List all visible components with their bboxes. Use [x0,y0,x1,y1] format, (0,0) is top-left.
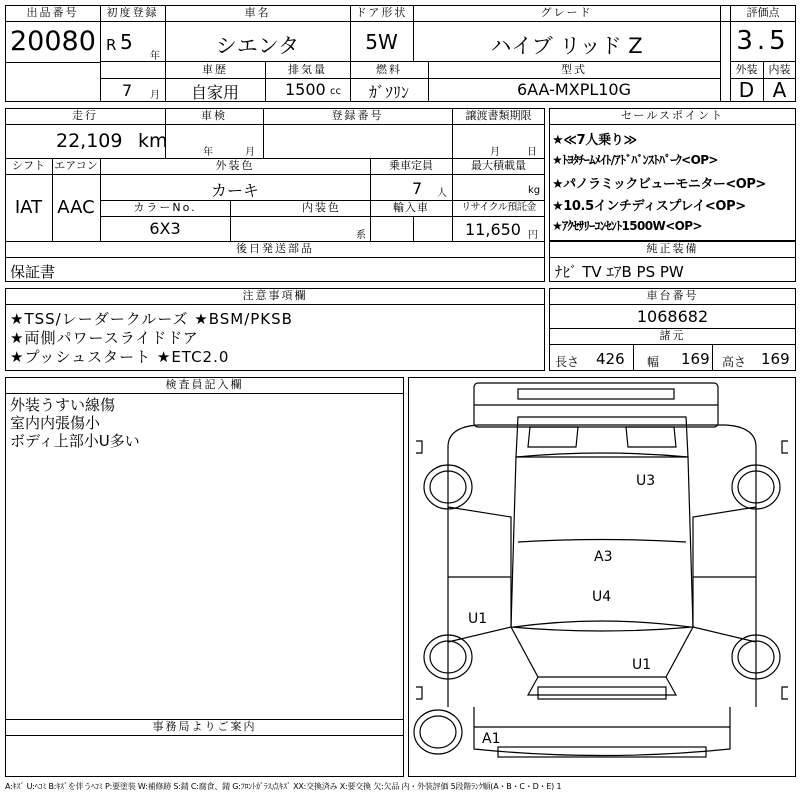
recycle: 11,650 [465,220,521,239]
genuine-equipment-label: 純正装備 [646,242,699,255]
rear-glass [516,417,688,457]
inspection-month-unit: 月 [245,147,255,158]
hood [528,677,676,695]
displacement-unit: cc [330,86,341,97]
color-label: 外装色 [215,159,255,172]
model-label: 型式 [561,63,587,76]
first-reg-label: 初度登録 [106,6,159,19]
inspector-line: 外装うすい線傷 [10,396,116,414]
door-type: 5W [365,30,398,54]
note-line: ★TSS/レーダークルーズ ★BSM/PKSB [10,310,293,328]
int-grade-label: 内装 [768,63,791,76]
width: 169 [681,350,710,368]
fuel-label: 燃料 [376,63,402,76]
damage-mark: U1 [632,657,652,673]
shift-label: シフト [12,159,45,172]
capacity-label: 乗車定員 [389,159,433,172]
era: R [106,36,117,54]
displacement: 1500 [285,80,326,99]
transfer-month-unit: 月 [490,147,500,158]
height-label: 高さ [722,355,747,369]
first-reg-year: 5 [120,30,133,54]
inspector-label: 検査員記入欄 [165,378,244,391]
sales-points-label: セールスポイント [620,109,724,122]
note-line: ★両側パワースライドドア [10,329,199,347]
grade: ハイブ リッド Z [490,34,643,58]
sales-point-item: ★ﾄﾖﾀﾁｰﾑﾒｲﾄ/ｱﾄﾞﾊﾞﾝｽﾄﾊﾟｰｸ<OP> [552,153,718,167]
sales-point-item: ★パノラミックビューモニター<OP> [552,177,766,192]
inspection-year-unit: 年 [203,147,213,158]
score-label: 評価点 [746,6,780,19]
length-label: 長さ [555,355,580,369]
damage-mark: A3 [594,549,613,565]
lot-no: 20080 [10,26,96,57]
car-diagram [408,377,796,777]
color-no-label: カラーNo. [133,201,197,214]
car-name: シエンタ [215,34,300,58]
door-label: ドア形状 [355,6,408,19]
ac: AAC [57,197,95,218]
length: 426 [596,350,625,368]
max-load-label: 最大積載量 [471,159,526,172]
recycle-label: リサイクル預託金 [461,202,536,213]
inspection-label: 車検 [201,109,227,122]
displacement-label: 排気量 [288,63,327,76]
score: 3.5 [736,26,790,56]
mileage-label: 走行 [72,109,98,122]
year-unit: 年 [150,51,160,62]
mileage-unit: km [138,130,168,152]
recycle-unit: 円 [528,230,538,241]
model: 6AA-MXPL10G [516,80,632,99]
chassis-no: 1068682 [636,307,709,326]
width-label: 幅 [647,355,660,369]
ext-grade-label: 外装 [735,63,758,76]
grade-label: グレード [540,6,593,19]
inspector-line: ボディ上部小U多い [10,432,140,450]
specs-label: 諸元 [659,329,686,342]
damage-mark: U4 [592,589,612,605]
right-side-panel [693,507,756,642]
sales-point-item: ★ｱｸｾｻﾘｰｺﾝｾﾝﾄ1500W<OP> [552,219,702,233]
ac-label: エアコン [54,159,98,172]
month-unit: 月 [150,90,160,101]
exterior-color: カーキ [210,181,259,200]
mileage: 22,109 [56,130,123,152]
capacity: 7 [412,179,423,198]
legend: A:ｷｽﾞ U:ﾍｺﾐ B:ｷｽﾞを伴うﾍｺﾐ P:要塗装 W:補修跡 S:錆 C:腐食、錆 G:ﾌﾛﾝﾄｶﾞﾗｽ点ｷｽﾞ XX:交換済み X:要交換 欠:欠品 内・外装評価 5段階ﾗﾝｸ順(A・B・C・D・E) 1 [5,782,562,791]
genuine-equipment: ﾅﾋﾞ TV ｴｱB PS PW [555,263,684,281]
sales-point-item: ★10.5インチディスプレイ<OP> [552,199,746,214]
history: 自家用 [190,83,239,102]
inspector-line: 室内内張傷小 [10,414,101,432]
ext-grade: D [738,78,755,102]
capacity-unit: 人 [437,188,447,199]
car-name-label: 車名 [244,6,271,19]
later-parts-label: 後日発送部品 [236,242,314,255]
transfer-label: 譲渡書類期限 [465,109,532,122]
notes-label: 注意事項欄 [242,289,308,302]
transfer-day-unit: 日 [527,147,537,158]
note-line: ★プッシュスタート ★ETC2.0 [10,348,230,366]
windshield [511,627,693,677]
reg-no-label: 登録番号 [331,109,384,122]
fuel: ｶﾞｿﾘﾝ [368,83,409,102]
import-label: 輸入車 [393,201,429,214]
height: 169 [761,350,790,368]
front-bumper [474,707,730,756]
int-color-label: 内装色 [302,201,341,214]
sales-point-item: ★≪7人乗り≫ [552,133,637,148]
int-grade: A [772,78,787,102]
shift: IAT [14,197,43,218]
history-label: 車歴 [202,63,228,76]
first-reg-month: 7 [122,81,133,100]
color-no: 6X3 [149,219,181,238]
int-color-unit: 系 [356,230,366,241]
max-load-unit: kg [528,185,541,196]
damage-mark: U1 [468,611,488,627]
damage-mark: U3 [636,473,656,489]
damage-mark: A1 [482,731,501,747]
lot-no-label: 出品番号 [26,6,79,19]
chassis-label: 車台番号 [646,289,699,302]
later-parts: 保証書 [10,263,56,281]
office-label: 事務局よりご案内 [152,720,257,733]
